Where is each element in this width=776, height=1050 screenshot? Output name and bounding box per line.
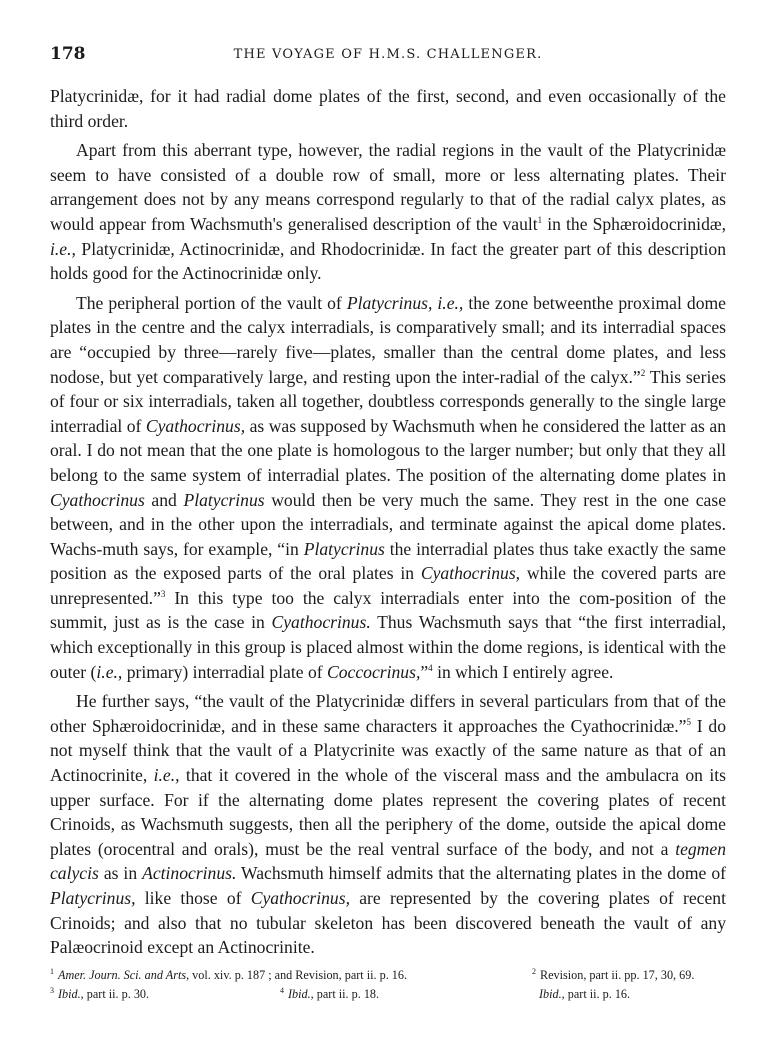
latin-term: tegmen calycis <box>50 838 726 884</box>
footnote-ref-2: 2 <box>640 367 646 378</box>
paragraph-2: Apart from this aberrant type, however, the radial regions in the vault of the Platycrinidæ seem to have consisted of a double row of small, more or less alternating plates. Their arrangement does not by any means correspond regularly to that of the radial calyx plates, as would appear from Wachsmuth's generalised description of the vault$^1$ in the Sphæroidocrinidæ, i.e., Platycrinidæ, Actinocrinidæ, and Rhodocrinidæ. In fact the greater part of this description holds good for the Actinocrinidæ only. <box>50 140 727 284</box>
running-title: THE VOYAGE OF H.M.S. CHALLENGER. <box>233 47 543 62</box>
genus-name: Cyathocrinus. <box>271 612 371 633</box>
footnote-1: $^1$ Amer. Journ. Sci. and Arts, vol. xiv. p. 187 ; and Revision, part ii. p. 16. <box>50 967 408 982</box>
genus-name: Platycrinus, <box>50 888 136 908</box>
footnote-ref-3: 3 <box>160 588 166 599</box>
paragraph-4: He further says, “the vault of the Platycrinidæ differs in several particulars from that of the other Sphæroidocrinidæ, and in these same characters it approaches the Cyathocrinidæ.”$^5$ I do not myself think that the vault of a Platycrinite was exactly of the same nature as that of an Actinocrinite, i.e., that it covered in the whole of the visceral mass and the ambulacra on its upper surface. For if the alternating dome plates represent the covering plates of recent Crinoids, as Wachsmuth suggests, then all the periphery of the dome, outside the apical dome plates (orocentral and orals), must be the real ventral surface of the body, and not a tegmen calycis as in Actinocrinus. Wachsmuth himself admits that the alternating plates in the dome of Platycrinus, like those of Cyathocrinus, are represented by the covering plates of recent Crinoids; and also that no tubular skeleton has been discovered beneath the vault of any Palæocrinoid except an Actinocrinite. <box>50 691 726 958</box>
footnote-5: Ibid., part ii. p. 16. <box>539 987 631 1001</box>
footnote-2: $^2$ Revision, part ii. pp. 17, 30, 69. <box>532 967 695 982</box>
genus-name: Cyathocrinus, <box>145 415 246 436</box>
footnote-row-1 <box>50 966 726 985</box>
page-header <box>50 44 726 66</box>
genus-name: Platycrinus, i.e., <box>346 292 464 313</box>
genus-name: Cyathocrinus <box>50 489 145 510</box>
body-text <box>50 84 726 965</box>
footnotes <box>50 966 726 1004</box>
genus-name: Actinocrinus. <box>142 863 237 884</box>
page-number: 178 <box>50 44 86 64</box>
footnote-4: $^4$ Ibid., part ii. p. 18. <box>280 986 380 1001</box>
genus-name: Cyathocrinus, <box>250 888 350 908</box>
footnote-3: $^3$ Ibid., part ii. p. 30. <box>50 986 150 1001</box>
footnote-ref-1: 1 <box>537 214 543 225</box>
footnote-row-2 <box>50 985 726 1004</box>
paragraph-1: Platycrinidæ, for it had radial dome plates of the first, second, and even occasionally of the third order. <box>50 86 726 131</box>
genus-name: Platycrinus <box>183 489 265 510</box>
genus-name: Platycrinus <box>303 538 385 559</box>
footnote-ref-5: 5 <box>686 716 691 727</box>
genus-name: Coccocrinus, <box>327 661 421 682</box>
paragraph-3: The peripheral portion of the vault of Platycrinus, i.e., the zone betweenthe proximal dome plates in the centre and the calyx interradials, is comparatively small; and its interradial spaces are “occupied by three—rarely five—plates, smaller than the central dome plates, and less nodose, but yet comparatively large, and resting upon the inter-radial of the calyx.”$^2$ This series of four or six interradials, taken all together, doubtless corresponds generally to the single large interradial of Cyathocrinus, as was supposed by Wachsmuth when he considered the latter as an oral. I do not mean that the one plate is homologous to the larger number; but only that they all belong to the same system of interradial plates. The position of the alternating dome plates in Cyathocrinus and Platycrinus would then be very much the same. They rest in the one case between, and in the other upon the interradials, and terminate against the apical dome plates. Wachs-muth says, for example, “in Platycrinus the interradial plates thus take exactly the same position as the exposed parts of the oral plates in Cyathocrinus, while the covered parts are unrepresented.”$^3$ In this type too the calyx interradials enter into the com-position of the summit, just as is the case in Cyathocrinus. Thus Wachsmuth says that “the first interradial, which exceptionally in this group is placed almost within the dome regions, is identical with the outer (i.e., primary) interradial plate of Coccocrinus,”$^4$ in which I entirely agree. <box>50 292 727 682</box>
genus-name: Cyathocrinus, <box>420 563 521 584</box>
footnote-ref-4: 4 <box>428 662 433 673</box>
